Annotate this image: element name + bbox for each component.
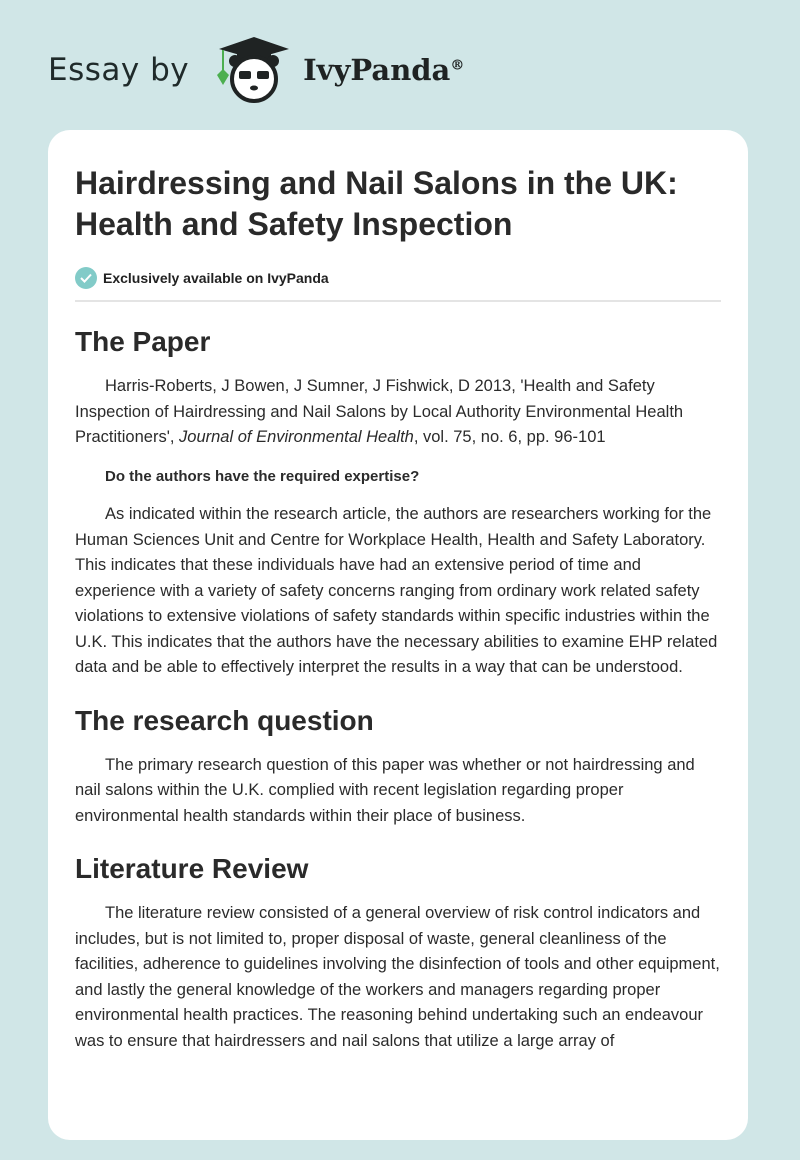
essay-by-label: Essay by xyxy=(48,52,190,88)
exclusive-label: Exclusively available on IvyPanda xyxy=(103,270,329,286)
section-heading-research: The research question xyxy=(75,704,374,736)
paragraph-expertise: As indicated within the research article, the authors are researchers working for the Human Sciences Unit and Centre for Workplace Health, Health and Safety Laboratory. This indicates that these individuals have had an extensive period of time and experience with a variety of safety concerns ranging from ordinary work related safety violations to extensive violations of safety standards within specific industries within the U.K. This indicates that the authors have the necessary abilities to examine EHP related data and be able to effectively interpret the results in a way that can be understood. xyxy=(75,505,718,676)
essay-card xyxy=(48,130,748,1140)
section-heading-paper: The Paper xyxy=(75,326,211,357)
essay-by-ivypanda-logo[interactable] xyxy=(48,40,464,100)
section-heading-literature: Literature Review xyxy=(75,853,309,884)
divider xyxy=(75,300,721,302)
check-icon xyxy=(75,267,97,289)
panda-logo-icon xyxy=(209,35,299,105)
citation: Harris-Roberts, J Bowen, J Sumner, J Fishwick, D 2013, 'Health and Safety Inspection of Hairdressing and Nail Salons by Local Authority Environmental Health Practitioners', Journal of Environmental Health, vol. 75, no. 6, pp. 96-101 xyxy=(75,377,684,446)
exclusive-badge xyxy=(75,267,721,289)
paragraph-literature: The literature review consisted of a general overview of risk control indicators and includes, but is not limited to, proper disposal of waste, general cleanliness of the facilities, adherence to guidelines involving the disinfection of tools and other equipment, and lastly the general knowledge of the workers and managers regarding proper environmental health practices. The reasoning behind undertaking such an endeavour was to ensure that hairdressers and nail salons that utilize a large array of xyxy=(75,904,720,1050)
brand-name: IvyPanda® xyxy=(303,53,465,87)
subheading-expertise: Do the authors have the required expertise? xyxy=(105,467,420,485)
page-title: Hairdressing and Nail Salons in the UK: Health and Safety Inspection xyxy=(75,165,678,242)
paragraph-research: The primary research question of this paper was whether or not hairdressing and nail salons within the U.K. complied with recent legislation regarding proper environmental health standards within their place of business. xyxy=(75,755,695,825)
